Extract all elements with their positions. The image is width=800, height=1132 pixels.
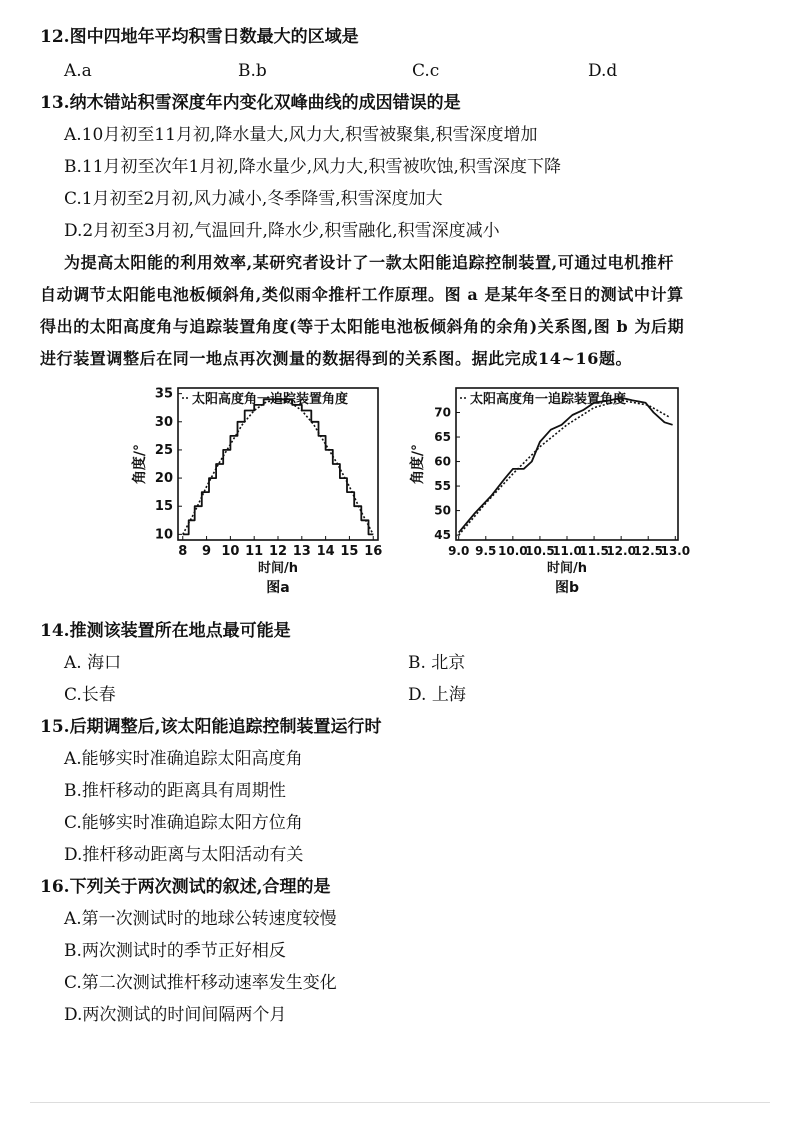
q15-stem: 15.后期调整后,该太阳能追踪控制装置运行时 [40,717,382,737]
x-tick-label: 8 [178,544,188,559]
y-tick-label: 70 [434,405,451,420]
q13-option-d: D.2月初至3月初,气温回升,降水少,积雪融化,积雪深度减小 [64,221,500,241]
q16-option-a: A.第一次测试时的地球公转速度较慢 [64,909,337,929]
x-tick-label: 13 [292,544,311,559]
y-tick-label: 10 [154,527,173,543]
y-tick-label: 55 [434,479,451,494]
q12-option-d: D.d [588,61,618,81]
y-axis-label: 角度/° [132,443,148,485]
x-axis-label: 时间/h [257,561,299,576]
q15-option-a: A.能够实时准确追踪太阳高度角 [64,749,303,769]
x-tick-label: 9.5 [475,544,497,558]
q12-stem: 12.图中四地年平均积雪日数最大的区域是 [40,27,359,47]
q15-option-b: B.推杆移动的距离具有周期性 [64,781,286,801]
intro-line-3: 得出的太阳高度角与追踪装置角度(等于太阳能电池板倾斜角的余角)关系图,图 b 为后期 [40,317,685,336]
x-tick-label: 11 [245,544,264,559]
q13-option-b: B.11月初至次年1月初,降水量少,风力大,积雪被吹蚀,积雪深度下降 [64,157,561,177]
y-tick-label: 50 [434,503,451,518]
q15-option-c: C.能够实时准确追踪太阳方位角 [64,813,303,833]
q12-option-c: C.c [412,61,440,81]
q12-option-a: A.a [64,61,92,81]
plot-frame [456,388,678,540]
y-tick-label: 15 [154,499,173,515]
q14-stem: 14.推测该装置所在地点最可能是 [40,621,291,641]
x-tick-label: 12.0 [606,544,636,558]
legend-label: 太阳高度角一追踪装置角度 [192,392,349,407]
q16-option-b: B.两次测试时的季节正好相反 [64,941,286,961]
y-tick-label: 25 [154,442,173,458]
x-tick-label: 12 [268,544,288,559]
y-tick-label: 20 [154,471,173,487]
q14-option-b: B. 北京 [408,653,466,673]
series-line-tracker-angle [183,399,373,534]
y-axis-label: 角度/° [410,443,426,485]
q13-stem: 13.纳木错站积雪深度年内变化双峰曲线的成因错误的是 [40,93,461,113]
legend-label: 太阳高度角一追踪装置角度 [470,392,627,407]
x-tick-label: 15 [340,544,359,559]
intro-line-2: 自动调节太阳能电池板倾斜角,类似雨伞推杆工作原理。图 a 是某年冬至日的测试中计算 [40,285,684,304]
plot-frame [178,388,378,540]
chart-a [128,378,398,610]
page-bottom-rule [30,1102,770,1103]
intro-line-1: 为提高太阳能的利用效率,某研究者设计了一款太阳能追踪控制装置,可通过电机推杆 [64,253,674,272]
series-line-sun-altitude [183,399,373,534]
y-tick-label: 35 [154,386,173,402]
x-tick-label: 11.0 [552,544,582,558]
x-tick-label: 9.0 [448,544,470,558]
y-tick-label: 65 [434,430,451,445]
q16-option-d: D.两次测试的时间间隔两个月 [64,1005,287,1025]
x-tick-label: 13.0 [660,544,691,558]
y-tick-label: 60 [434,454,451,469]
x-tick-label: 12.5 [633,544,664,558]
chart-b [408,378,698,610]
q14-option-a: A. 海口 [64,653,122,673]
series-line-sun-altitude [459,400,670,535]
x-tick-label: 10 [221,544,240,559]
series-line-tracker-angle [459,398,673,533]
q13-option-a: A.10月初至11月初,降水量大,风力大,积雪被聚集,积雪深度增加 [64,125,538,145]
chart-caption: 图b [554,580,580,596]
x-axis-label: 时间/h [546,561,588,576]
q13-option-c: C.1月初至2月初,风力减小,冬季降雪,积雪深度加大 [64,189,443,209]
intro-line-4: 进行装置调整后在同一地点再次测量的数据得到的关系图。据此完成14~16题。 [40,349,633,368]
q15-option-d: D.推杆移动距离与太阳活动有关 [64,845,304,865]
x-tick-label: 11.5 [579,544,609,558]
q14-option-c: C.长春 [64,685,116,705]
q14-option-d: D. 上海 [408,685,466,705]
x-tick-label: 10.5 [525,544,555,558]
x-tick-label: 10.0 [498,544,528,558]
y-tick-label: 30 [154,414,173,430]
x-tick-label: 16 [364,544,383,559]
q12-option-b: B.b [238,61,267,81]
chart-caption: 图a [266,580,290,596]
x-tick-label: 9 [202,544,212,559]
y-tick-label: 45 [434,528,451,543]
x-tick-label: 14 [316,544,335,559]
q16-stem: 16.下列关于两次测试的叙述,合理的是 [40,877,331,897]
q16-option-c: C.第二次测试推杆移动速率发生变化 [64,973,337,993]
